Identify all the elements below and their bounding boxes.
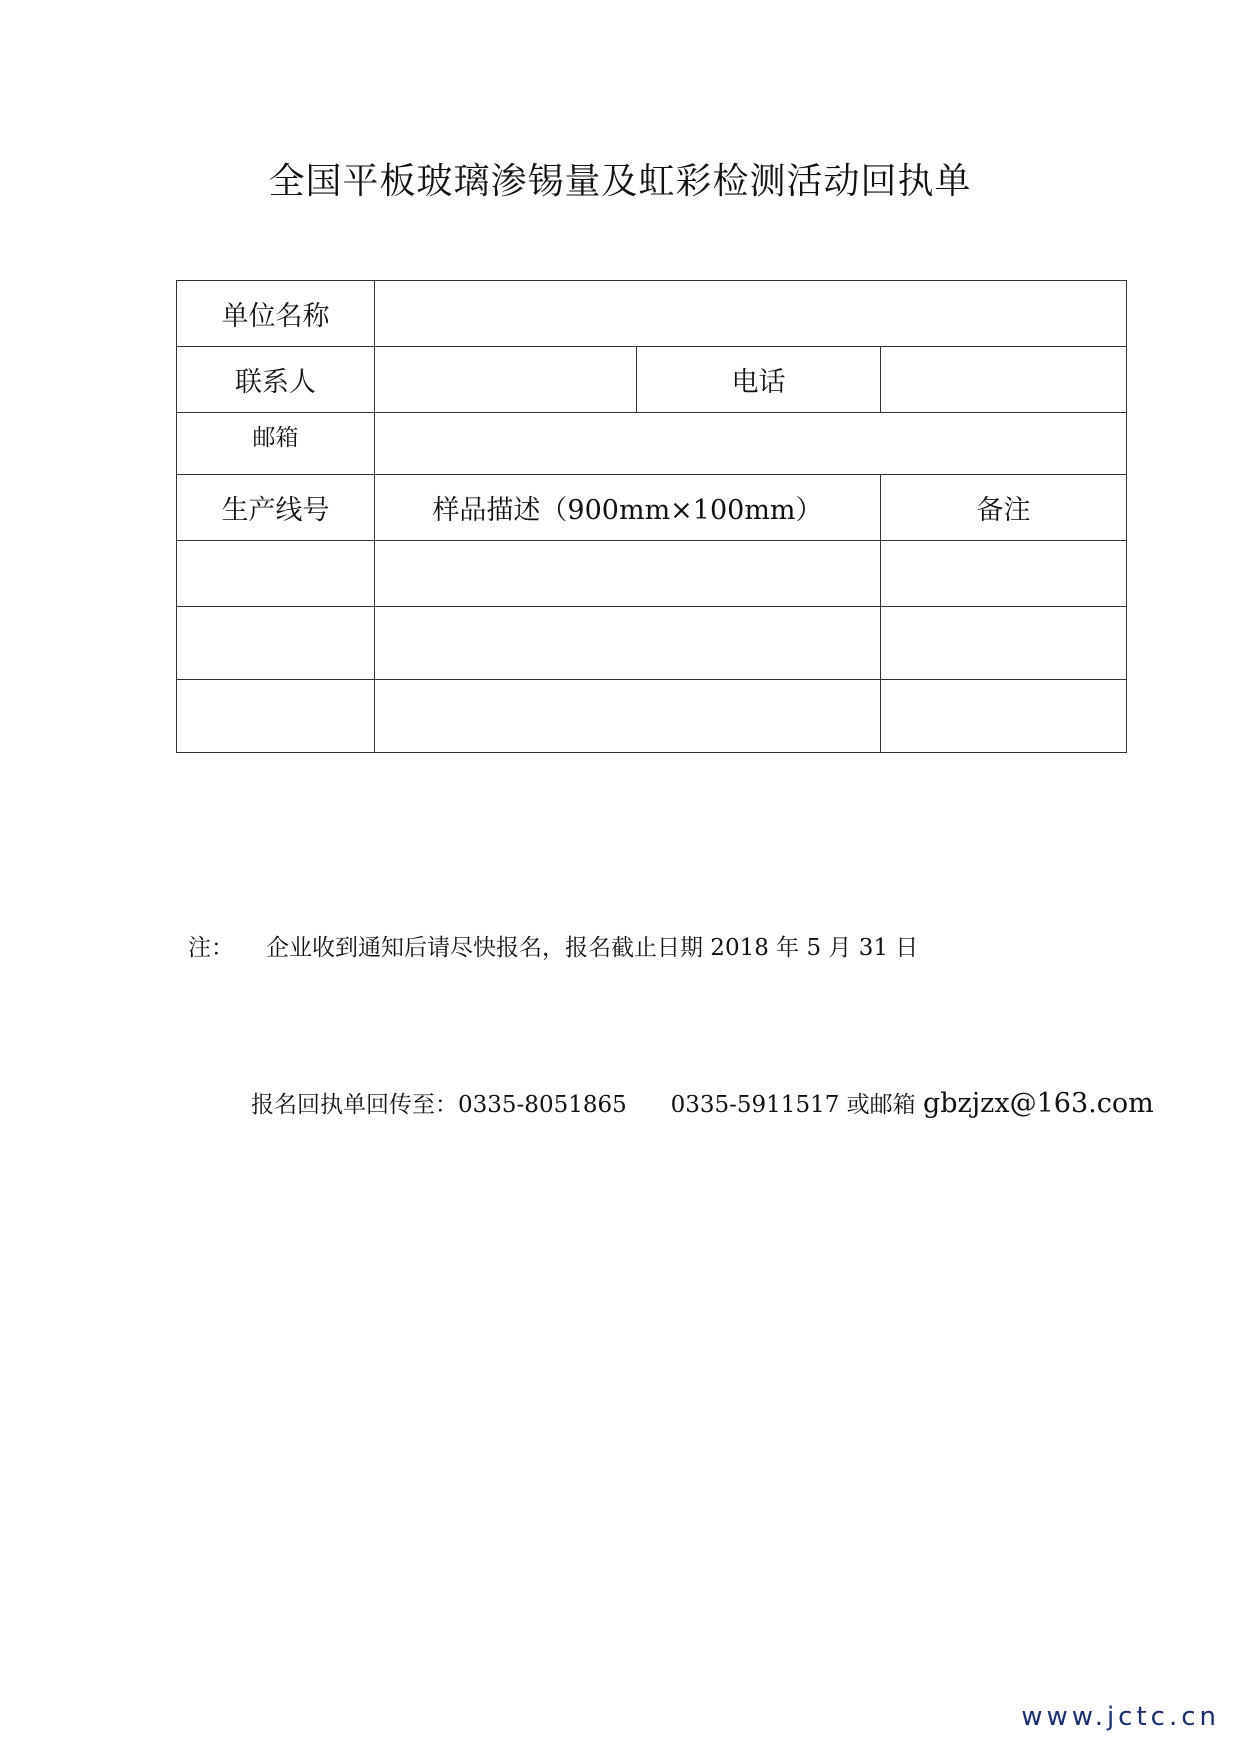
remarks-cell[interactable] bbox=[881, 680, 1127, 753]
contact-field[interactable] bbox=[375, 347, 637, 413]
email-label: 邮箱 bbox=[177, 413, 375, 475]
line-no-cell[interactable] bbox=[177, 680, 375, 753]
contact-label: 联系人 bbox=[177, 347, 375, 413]
phone-field[interactable] bbox=[881, 347, 1127, 413]
remarks-cell[interactable] bbox=[881, 541, 1127, 607]
unit-name-row bbox=[177, 281, 1127, 347]
page-title: 全国平板玻璃渗锡量及虹彩检测活动回执单 bbox=[268, 161, 972, 202]
line-no-cell[interactable] bbox=[177, 607, 375, 680]
notes-email: gbzjzx@163.com bbox=[922, 1088, 1154, 1119]
contact-row bbox=[177, 347, 1127, 413]
email-row bbox=[177, 413, 1127, 475]
sample-row bbox=[177, 680, 1127, 753]
email-field[interactable] bbox=[375, 413, 1127, 475]
notes-section bbox=[188, 818, 1154, 1183]
remarks-header: 备注 bbox=[881, 475, 1127, 541]
unit-name-label: 单位名称 bbox=[177, 281, 375, 347]
notes-return-text: 报名回执单回传至：0335-8051865 0335-5911517 或邮箱 bbox=[251, 1092, 923, 1118]
sample-header-row bbox=[177, 475, 1127, 541]
phone-label: 电话 bbox=[637, 347, 881, 413]
footer-site-url: www.jctc.cn bbox=[1021, 1702, 1220, 1732]
sample-row bbox=[177, 607, 1127, 680]
notes-line-1 bbox=[188, 922, 1154, 974]
sample-desc-header: 样品描述（900mm×100mm） bbox=[375, 475, 881, 541]
remarks-cell[interactable] bbox=[881, 607, 1127, 680]
sample-desc-cell[interactable] bbox=[375, 607, 881, 680]
sample-desc-cell[interactable] bbox=[375, 541, 881, 607]
registration-form-table bbox=[176, 280, 1127, 753]
unit-name-field[interactable] bbox=[375, 281, 1127, 347]
line-no-header: 生产线号 bbox=[177, 475, 375, 541]
sample-desc-cell[interactable] bbox=[375, 680, 881, 753]
sample-row bbox=[177, 541, 1127, 607]
line-no-cell[interactable] bbox=[177, 541, 375, 607]
notes-deadline-text: 企业收到通知后请尽快报名，报名截止日期 2018 年 5 月 31 日 bbox=[266, 935, 919, 961]
notes-line-2 bbox=[188, 1078, 1154, 1131]
notes-prefix: 注： bbox=[188, 935, 234, 961]
